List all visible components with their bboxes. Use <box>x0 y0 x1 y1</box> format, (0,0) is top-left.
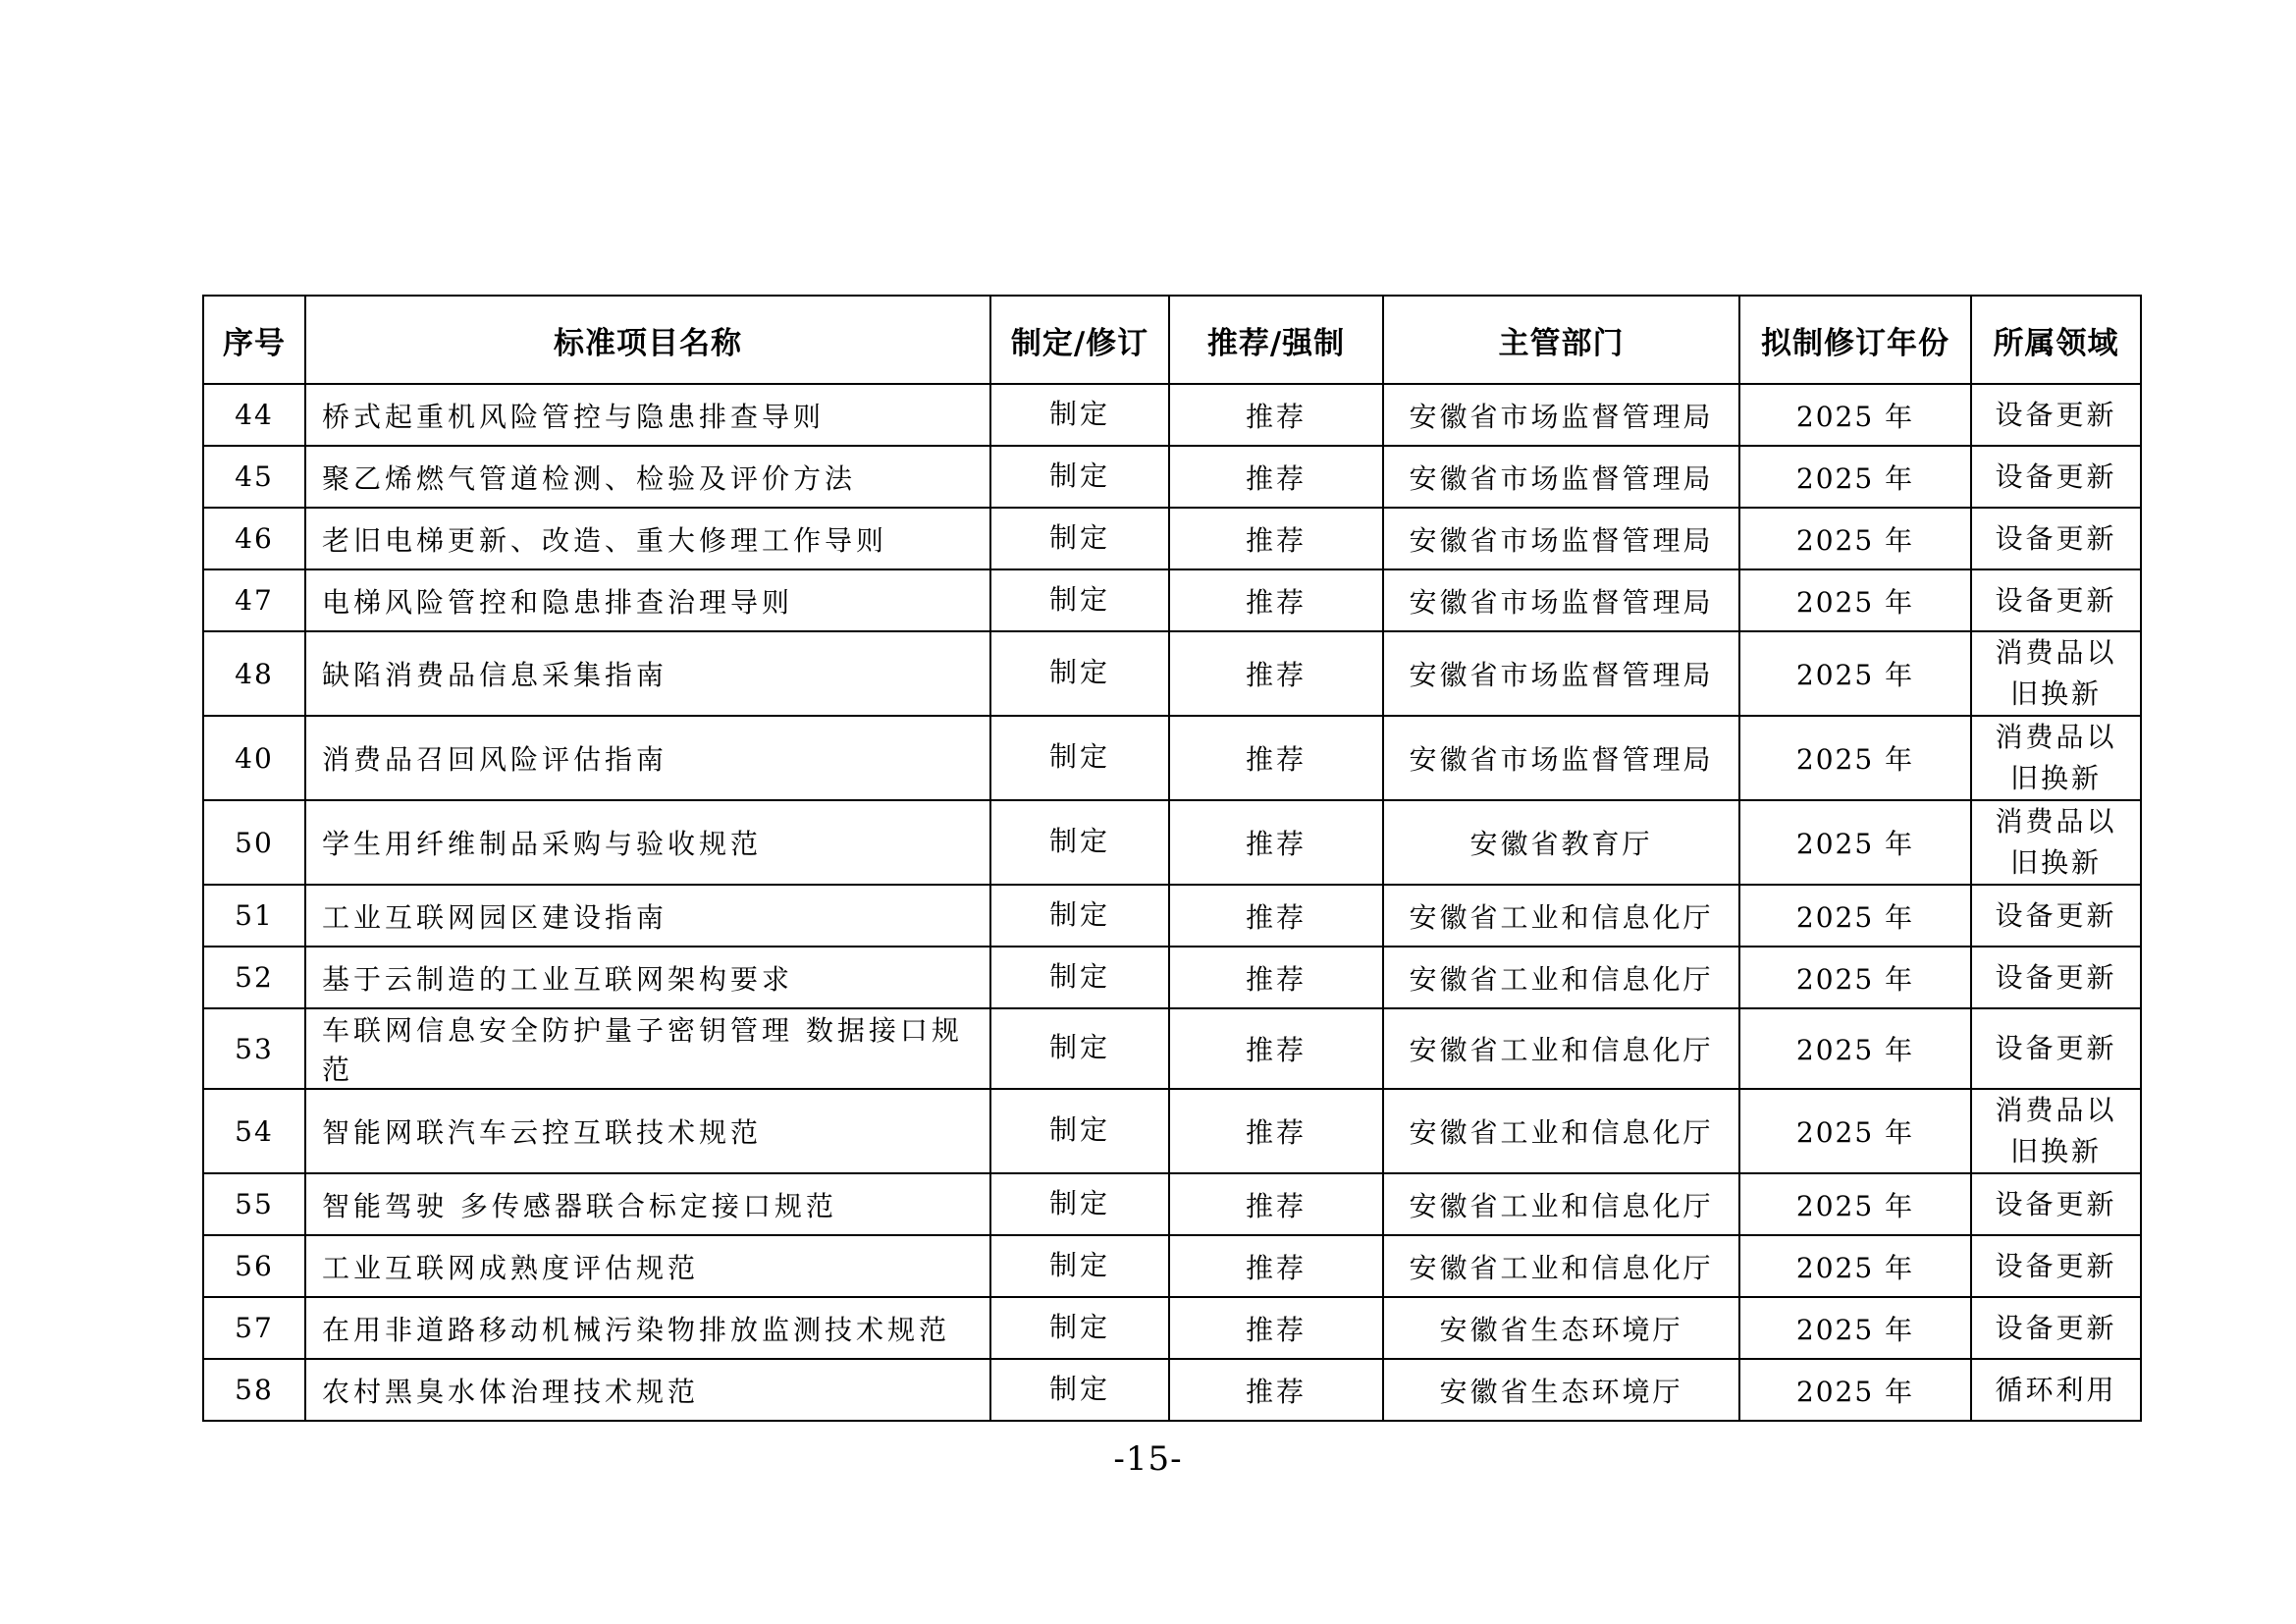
cell-seq: 52 <box>203 947 305 1008</box>
cell-year: 2025 年 <box>1739 508 1971 569</box>
cell-type-text: 制定 <box>1048 582 1110 616</box>
header-domain: 所属领域 <box>1971 296 2141 384</box>
cell-year: 2025 年 <box>1739 1008 1971 1089</box>
cell-type-text: 制定 <box>1048 656 1110 688</box>
header-type: 制定/修订 <box>990 296 1169 384</box>
cell-type <box>990 631 1169 716</box>
cell-year: 2025 年 <box>1739 1173 1971 1235</box>
cell-domain-text: 消费品以旧换新 <box>1995 1094 2117 1167</box>
cell-nature: 推荐 <box>1169 1173 1383 1235</box>
cell-nature: 推荐 <box>1169 716 1383 800</box>
table-row <box>203 1089 2141 1173</box>
cell-type-text: 制定 <box>1048 459 1110 492</box>
cell-department: 安徽省市场监督管理局 <box>1383 384 1739 446</box>
cell-domain <box>1971 631 2141 716</box>
table-row <box>203 384 2141 446</box>
header-nature: 推荐/强制 <box>1169 296 1383 384</box>
cell-domain-text: 循环利用 <box>1995 1373 2117 1406</box>
table-row <box>203 1008 2141 1089</box>
cell-name: 学生用纤维制品采购与验收规范 <box>305 800 990 885</box>
cell-type <box>990 1297 1169 1359</box>
page-number: -15- <box>1113 1439 1183 1479</box>
cell-name: 电梯风险管控和隐患排查治理导则 <box>305 569 990 631</box>
cell-department: 安徽省市场监督管理局 <box>1383 631 1739 716</box>
cell-year: 2025 年 <box>1739 384 1971 446</box>
cell-department: 安徽省工业和信息化厅 <box>1383 947 1739 1008</box>
cell-seq: 54 <box>203 1089 305 1173</box>
cell-domain <box>1971 384 2141 446</box>
cell-department: 安徽省生态环境厅 <box>1383 1297 1739 1359</box>
cell-name: 基于云制造的工业互联网架构要求 <box>305 947 990 1008</box>
cell-domain-text: 消费品以旧换新 <box>1995 805 2117 879</box>
cell-type <box>990 885 1169 947</box>
cell-nature: 推荐 <box>1169 1008 1383 1089</box>
header-seq: 序号 <box>203 296 305 384</box>
table-row <box>203 631 2141 716</box>
cell-nature: 推荐 <box>1169 508 1383 569</box>
cell-year: 2025 年 <box>1739 1297 1971 1359</box>
standards-table <box>202 295 2142 1422</box>
cell-year: 2025 年 <box>1739 1235 1971 1297</box>
table-row <box>203 1173 2141 1235</box>
cell-department: 安徽省市场监督管理局 <box>1383 446 1739 508</box>
cell-seq: 44 <box>203 384 305 446</box>
cell-seq: 51 <box>203 885 305 947</box>
cell-nature: 推荐 <box>1169 947 1383 1008</box>
cell-seq: 50 <box>203 800 305 885</box>
table-row <box>203 885 2141 947</box>
cell-domain <box>1971 508 2141 569</box>
cell-seq: 47 <box>203 569 305 631</box>
cell-nature: 推荐 <box>1169 384 1383 446</box>
cell-name: 在用非道路移动机械污染物排放监测技术规范 <box>305 1297 990 1359</box>
cell-year: 2025 年 <box>1739 947 1971 1008</box>
header-name: 标准项目名称 <box>305 296 990 384</box>
cell-nature: 推荐 <box>1169 800 1383 885</box>
cell-domain-text: 设备更新 <box>1995 460 2117 493</box>
table-row <box>203 947 2141 1008</box>
cell-domain-text: 设备更新 <box>1995 1032 2117 1064</box>
table-body <box>203 384 2141 1421</box>
cell-domain <box>1971 947 2141 1008</box>
cell-domain-text: 设备更新 <box>1995 1187 2117 1220</box>
table-row <box>203 1235 2141 1297</box>
cell-type-text: 制定 <box>1048 959 1110 993</box>
cell-department: 安徽省市场监督管理局 <box>1383 716 1739 800</box>
cell-department: 安徽省工业和信息化厅 <box>1383 885 1739 947</box>
cell-seq: 57 <box>203 1297 305 1359</box>
cell-nature: 推荐 <box>1169 1359 1383 1421</box>
cell-name: 缺陷消费品信息采集指南 <box>305 631 990 716</box>
cell-domain <box>1971 1008 2141 1089</box>
cell-domain-text: 设备更新 <box>1995 1311 2117 1344</box>
cell-type <box>990 947 1169 1008</box>
cell-domain <box>1971 569 2141 631</box>
cell-year: 2025 年 <box>1739 1359 1971 1421</box>
cell-domain-text: 消费品以旧换新 <box>1995 721 2117 794</box>
cell-type <box>990 800 1169 885</box>
cell-year: 2025 年 <box>1739 716 1971 800</box>
cell-type <box>990 1235 1169 1297</box>
cell-nature: 推荐 <box>1169 1089 1383 1173</box>
cell-type-text: 制定 <box>1048 825 1110 857</box>
table-row <box>203 716 2141 800</box>
cell-type-text: 制定 <box>1048 397 1110 430</box>
cell-seq: 55 <box>203 1173 305 1235</box>
cell-domain <box>1971 1173 2141 1235</box>
cell-type-text: 制定 <box>1048 1113 1110 1146</box>
cell-name: 桥式起重机风险管控与隐患排查导则 <box>305 384 990 446</box>
cell-name: 智能网联汽车云控互联技术规范 <box>305 1089 990 1173</box>
cell-domain-text: 设备更新 <box>1995 1249 2117 1282</box>
cell-name: 车联网信息安全防护量子密钥管理 数据接口规范 <box>305 1008 990 1089</box>
cell-seq: 53 <box>203 1008 305 1089</box>
table-row <box>203 1359 2141 1421</box>
cell-type-text: 制定 <box>1048 1372 1110 1405</box>
cell-department: 安徽省市场监督管理局 <box>1383 569 1739 631</box>
cell-year: 2025 年 <box>1739 569 1971 631</box>
cell-domain <box>1971 446 2141 508</box>
cell-year: 2025 年 <box>1739 800 1971 885</box>
cell-type-text: 制定 <box>1048 897 1110 931</box>
cell-year: 2025 年 <box>1739 446 1971 508</box>
table-row <box>203 1297 2141 1359</box>
cell-domain-text: 设备更新 <box>1995 898 2117 932</box>
cell-domain <box>1971 1359 2141 1421</box>
cell-seq: 58 <box>203 1359 305 1421</box>
cell-seq: 45 <box>203 446 305 508</box>
cell-department: 安徽省生态环境厅 <box>1383 1359 1739 1421</box>
header-year: 拟制修订年份 <box>1739 296 1971 384</box>
cell-name: 消费品召回风险评估指南 <box>305 716 990 800</box>
header-row <box>203 296 2141 384</box>
cell-department: 安徽省教育厅 <box>1383 800 1739 885</box>
cell-seq: 48 <box>203 631 305 716</box>
cell-type <box>990 1359 1169 1421</box>
cell-type-text: 制定 <box>1048 1031 1110 1063</box>
table-row <box>203 569 2141 631</box>
cell-year: 2025 年 <box>1739 885 1971 947</box>
cell-name: 老旧电梯更新、改造、重大修理工作导则 <box>305 508 990 569</box>
cell-type <box>990 1008 1169 1089</box>
cell-domain <box>1971 800 2141 885</box>
cell-domain-text: 设备更新 <box>1995 398 2117 431</box>
cell-domain-text: 设备更新 <box>1995 960 2117 994</box>
table-header <box>203 296 2141 384</box>
cell-name: 工业互联网成熟度评估规范 <box>305 1235 990 1297</box>
cell-nature: 推荐 <box>1169 885 1383 947</box>
cell-type <box>990 1173 1169 1235</box>
cell-nature: 推荐 <box>1169 631 1383 716</box>
cell-type <box>990 384 1169 446</box>
table-row <box>203 508 2141 569</box>
cell-nature: 推荐 <box>1169 446 1383 508</box>
cell-type <box>990 446 1169 508</box>
cell-name: 农村黑臭水体治理技术规范 <box>305 1359 990 1421</box>
cell-type-text: 制定 <box>1048 1186 1110 1219</box>
table-row <box>203 800 2141 885</box>
cell-seq: 56 <box>203 1235 305 1297</box>
cell-type-text: 制定 <box>1048 740 1110 773</box>
cell-department: 安徽省市场监督管理局 <box>1383 508 1739 569</box>
cell-type <box>990 716 1169 800</box>
cell-type-text: 制定 <box>1048 520 1110 554</box>
cell-nature: 推荐 <box>1169 569 1383 631</box>
cell-domain-text: 设备更新 <box>1995 521 2117 555</box>
cell-domain <box>1971 1297 2141 1359</box>
cell-year: 2025 年 <box>1739 1089 1971 1173</box>
cell-type <box>990 1089 1169 1173</box>
cell-type <box>990 569 1169 631</box>
cell-name: 智能驾驶 多传感器联合标定接口规范 <box>305 1173 990 1235</box>
cell-type-text: 制定 <box>1048 1310 1110 1343</box>
cell-type <box>990 508 1169 569</box>
cell-domain-text: 消费品以旧换新 <box>1995 636 2117 710</box>
table-row <box>203 446 2141 508</box>
cell-department: 安徽省工业和信息化厅 <box>1383 1235 1739 1297</box>
cell-department: 安徽省工业和信息化厅 <box>1383 1008 1739 1089</box>
cell-nature: 推荐 <box>1169 1297 1383 1359</box>
cell-domain <box>1971 716 2141 800</box>
cell-name: 工业互联网园区建设指南 <box>305 885 990 947</box>
cell-seq: 46 <box>203 508 305 569</box>
header-department: 主管部门 <box>1383 296 1739 384</box>
cell-department: 安徽省工业和信息化厅 <box>1383 1173 1739 1235</box>
cell-nature: 推荐 <box>1169 1235 1383 1297</box>
cell-name: 聚乙烯燃气管道检测、检验及评价方法 <box>305 446 990 508</box>
cell-domain <box>1971 1089 2141 1173</box>
cell-seq: 40 <box>203 716 305 800</box>
cell-domain <box>1971 1235 2141 1297</box>
cell-domain <box>1971 885 2141 947</box>
cell-domain-text: 设备更新 <box>1995 583 2117 617</box>
cell-type-text: 制定 <box>1048 1248 1110 1281</box>
cell-year: 2025 年 <box>1739 631 1971 716</box>
cell-department: 安徽省工业和信息化厅 <box>1383 1089 1739 1173</box>
